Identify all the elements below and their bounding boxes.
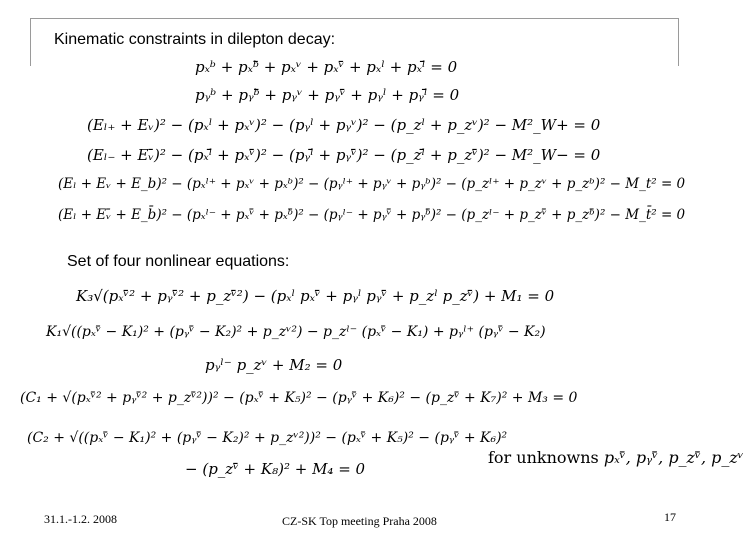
footer-date: 31.1.-1.2. 2008 xyxy=(44,512,117,526)
constraint-eq-2: pᵧᵇ + pᵧᵇ̄ + pᵧᵛ + pᵧᵛ̄ + pᵧˡ + pᵧˡ̄ = 0 xyxy=(195,86,460,104)
footer-page-number: 17 xyxy=(664,510,676,524)
heading-system: Set of four nonlinear equations: xyxy=(67,253,290,270)
unknowns-label: for unknowns xyxy=(488,448,599,467)
system-eq-2a: K₁√((pₓᵛ̄ − K₁)² + (pᵧᵛ̄ − K₂)² + p_zᵛ²) − p_zˡ⁻ (pₓᵛ̄ − K₁) + pᵧˡ⁺ (pᵧᵛ̄ − K₂) xyxy=(46,324,546,340)
unknowns-line xyxy=(488,448,744,467)
constraint-eq-4: (Eₗ₋ + Eᵥ̄)² − (pₓˡ̄ + pₓᵛ̄)² − (pᵧˡ̄ + pᵧᵛ̄)² − (p_zˡ̄ + p_zᵛ̄)² − M²_W− = 0 xyxy=(87,146,601,164)
slide-frame-right xyxy=(678,18,679,66)
unknown-var-4: p_zᵛ xyxy=(711,448,744,467)
system-eq-1: K₃√(pₓᵛ̄² + pᵧᵛ̄² + p_zᵛ̄²) − (pₓˡ pₓᵛ̄ + pᵧˡ pᵧᵛ̄ + p_zˡ p_zᵛ̄) + M₁ = 0 xyxy=(76,287,555,305)
system-eq-4a: (C₂ + √((pₓᵛ̄ − K₁)² + (pᵧᵛ̄ − K₂)² + p_zᵛ²))² − (pₓᵛ̄ + K₅)² − (pᵧᵛ̄ + K₆)² xyxy=(27,430,508,446)
heading-constraints: Kinematic constraints in dilepton decay: xyxy=(54,31,336,48)
constraint-eq-3: (Eₗ₊ + Eᵥ)² − (pₓˡ + pₓᵛ)² − (pᵧˡ + pᵧᵛ)² − (p_zˡ + p_zᵛ)² − M²_W+ = 0 xyxy=(87,116,601,134)
system-eq-3: (C₁ + √(pₓᵛ̄² + pᵧᵛ̄² + p_zᵛ̄²))² − (pₓᵛ̄ + K₅)² − (pᵧᵛ̄ + K₆)² − (p_zᵛ̄ + K₇)² + M₃ = 0 xyxy=(20,390,578,406)
unknown-var-1: pₓᵛ̄, xyxy=(603,448,631,467)
constraint-eq-1: pₓᵇ + pₓᵇ̄ + pₓᵛ + pₓᵛ̄ + pₓˡ + pₓˡ̄ = 0 xyxy=(195,58,458,76)
unknown-var-2: pᵧᵛ̄, xyxy=(635,448,664,467)
system-eq-4b: − (p_zᵛ̄ + K₈)² + M₄ = 0 xyxy=(185,460,366,478)
unknown-var-3: p_zᵛ̄, xyxy=(668,448,707,467)
constraint-eq-6: (Eₗ + Eᵥ̄ + E_b̄)² − (pₓˡ⁻ + pₓᵛ̄ + pₓᵇ̄)² − (pᵧˡ⁻ + pᵧᵛ̄ + pᵧᵇ̄)² − (p_zˡ⁻ + p_zᵛ̄ + p_zᵇ̄)² − M_t̄² = 0 xyxy=(58,207,686,223)
footer-event: CZ-SK Top meeting Praha 2008 xyxy=(282,514,437,528)
slide-frame-left xyxy=(30,18,31,66)
constraint-eq-5: (Eₗ + Eᵥ + E_b)² − (pₓˡ⁺ + pₓᵛ + pₓᵇ)² − (pᵧˡ⁺ + pᵧᵛ + pᵧᵇ)² − (p_zˡ⁺ + p_zᵛ + p_zᵇ)² − M_t² = 0 xyxy=(58,176,686,192)
system-eq-2b: pᵧˡ⁻ p_zᵛ + M₂ = 0 xyxy=(205,356,343,374)
slide-frame-top xyxy=(30,18,678,19)
